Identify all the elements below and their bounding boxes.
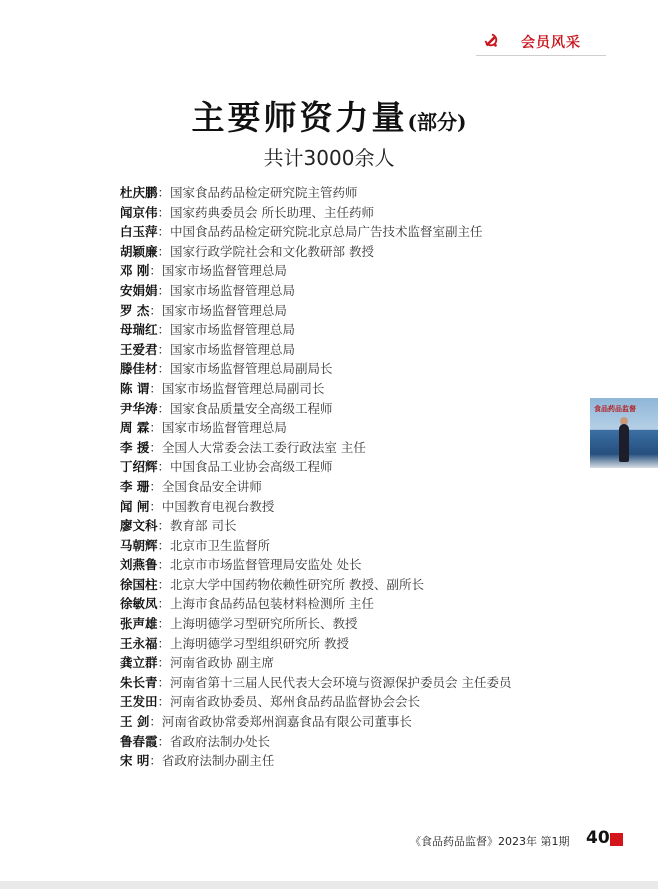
member-description: 中国食品工业协会高级工程师 — [170, 459, 333, 475]
member-row — [120, 692, 590, 712]
member-row — [120, 281, 590, 301]
member-row — [120, 575, 590, 595]
member-row — [120, 379, 590, 399]
member-description: 上海明德学习型研究所所长、教授 — [170, 616, 358, 632]
member-name: 邓 刚 — [120, 263, 150, 279]
member-row — [120, 183, 590, 203]
member-name: 刘燕鲁 — [120, 557, 158, 573]
title-suffix: (部分) — [407, 110, 467, 134]
member-row — [120, 261, 590, 281]
member-separator: ： — [157, 694, 171, 710]
member-separator: ： — [157, 400, 171, 416]
member-name: 徐国柱 — [120, 576, 158, 592]
member-row — [120, 320, 590, 340]
member-name: 胡颖廉 — [120, 243, 158, 259]
member-separator: ： — [149, 714, 162, 730]
member-separator: ： — [149, 380, 162, 396]
member-separator: ： — [157, 361, 171, 377]
member-name: 李 援 — [120, 439, 150, 455]
member-separator: ： — [157, 459, 171, 475]
member-row — [120, 399, 590, 419]
member-description: 国家食品药品检定研究院主管药师 — [170, 185, 358, 200]
member-name: 尹华涛 — [120, 400, 158, 416]
member-row — [120, 359, 590, 379]
member-name: 李 珊 — [120, 478, 150, 494]
member-row — [120, 536, 590, 556]
member-name: 闻京伟 — [120, 204, 158, 220]
member-row — [120, 497, 590, 517]
member-description: 国家市场监督管理总局副司长 — [161, 380, 325, 396]
member-separator: ： — [157, 576, 171, 592]
member-description: 国家市场监督管理总局 — [161, 263, 287, 279]
page-title — [0, 92, 658, 139]
header-divider — [476, 55, 606, 56]
member-name: 陈 谓 — [120, 380, 150, 396]
member-description: 国家行政学院社会和文化教研部 教授 — [170, 243, 375, 259]
member-separator: ： — [157, 674, 171, 690]
member-row — [120, 418, 590, 438]
member-description: 国家市场监督管理总局 — [161, 302, 287, 318]
member-description: 国家食品质量安全高级工程师 — [170, 400, 333, 416]
member-description: 国家市场监督管理总局副局长 — [170, 361, 333, 377]
member-description: 中国食品药品检定研究院北京总局广告技术监督室副主任 — [170, 224, 483, 240]
member-row — [120, 751, 590, 771]
member-separator: ： — [157, 733, 171, 749]
member-name: 鲁春霞 — [120, 733, 158, 749]
member-name: 徐敏凤 — [120, 596, 158, 612]
member-description: 河南省政协委员、郑州食品药品监督协会会长 — [170, 694, 421, 710]
member-separator: ： — [157, 635, 171, 651]
member-description: 教育部 司长 — [170, 518, 237, 534]
member-description: 上海市食品药品包装材料检测所 主任 — [170, 596, 375, 612]
side-photo-caption: 食品药品监督 — [594, 405, 636, 413]
side-photo — [590, 398, 658, 468]
member-row — [120, 732, 590, 752]
member-separator: ： — [149, 420, 162, 436]
member-separator: ： — [157, 655, 171, 671]
member-name: 马朝辉 — [120, 537, 158, 553]
member-row — [120, 516, 590, 536]
member-description: 省政府法制办处长 — [170, 733, 271, 749]
member-separator: ： — [157, 204, 171, 220]
member-description: 北京市市场监督管理局安监处 处长 — [170, 557, 362, 573]
page-marker — [610, 833, 623, 846]
page-subtitle: 共计3000余人 — [263, 146, 395, 170]
member-name: 白玉萍 — [120, 224, 158, 240]
section-header — [476, 30, 606, 56]
member-description: 省政府法制办副主任 — [161, 753, 275, 769]
member-separator: ： — [157, 282, 171, 298]
member-description: 全国人大常委会法工委行政法室 主任 — [161, 439, 366, 455]
member-row — [120, 340, 590, 360]
member-row — [120, 301, 590, 321]
member-description: 中国教育电视台教授 — [161, 498, 275, 514]
member-name: 闻 闸 — [120, 498, 150, 514]
member-name: 杜庆鹏 — [120, 185, 158, 200]
member-row — [120, 634, 590, 654]
member-description: 北京大学中国药物依赖性研究所 教授、副所长 — [170, 576, 425, 592]
member-separator: ： — [157, 557, 171, 573]
member-description: 上海明德学习型组织研究所 教授 — [170, 635, 350, 651]
member-name: 龚立群 — [120, 655, 158, 671]
member-row — [120, 673, 590, 693]
member-description: 河南省政协 副主席 — [170, 655, 275, 671]
page-number: 40 — [586, 828, 610, 848]
member-separator: ： — [149, 498, 162, 514]
member-separator: ： — [157, 518, 171, 534]
member-description: 国家药典委员会 所长助理、主任药师 — [170, 204, 375, 220]
member-description: 国家市场监督管理总局 — [170, 322, 296, 338]
member-name: 周 霖 — [120, 420, 150, 436]
bottom-band — [0, 881, 658, 889]
member-row — [120, 712, 590, 732]
member-description: 全国食品安全讲师 — [161, 478, 262, 494]
member-separator: ： — [157, 322, 171, 338]
publication-footer: 《食品药品监督》2023年 第1期 — [410, 835, 570, 848]
member-row — [120, 457, 590, 477]
member-name: 宋 明 — [120, 753, 150, 769]
member-name: 王 剑 — [120, 714, 150, 730]
member-separator: ： — [157, 537, 171, 553]
member-description: 北京市卫生监督所 — [170, 537, 271, 553]
member-name: 王永福 — [120, 635, 158, 651]
member-description: 国家市场监督管理总局 — [170, 282, 296, 298]
faculty-list — [120, 183, 590, 771]
member-row — [120, 555, 590, 575]
title-main: 主要师资力量 — [191, 98, 408, 137]
member-separator: ： — [157, 243, 171, 259]
member-row — [120, 203, 590, 223]
member-name: 滕佳材 — [120, 361, 158, 377]
member-description: 国家市场监督管理总局 — [161, 420, 287, 436]
member-row — [120, 242, 590, 262]
member-separator: ： — [149, 478, 162, 494]
member-name: 朱长青 — [120, 674, 158, 690]
member-name: 母瑞红 — [120, 322, 158, 338]
member-separator: ： — [149, 753, 162, 769]
section-label: 会员风采 — [521, 35, 581, 51]
member-row — [120, 222, 590, 242]
member-description: 国家市场监督管理总局 — [170, 341, 296, 357]
member-separator: ： — [149, 302, 162, 318]
person-figure — [619, 424, 629, 462]
member-row — [120, 653, 590, 673]
member-description: 河南省第十三届人民代表大会环境与资源保护委员会 主任委员 — [170, 674, 512, 690]
member-row — [120, 594, 590, 614]
party-emblem-icon — [482, 31, 500, 49]
member-separator: ： — [157, 185, 171, 200]
member-separator: ： — [157, 596, 171, 612]
member-name: 王爱君 — [120, 341, 158, 357]
member-name: 王发田 — [120, 694, 158, 710]
member-row — [120, 438, 590, 458]
member-name: 罗 杰 — [120, 302, 150, 318]
member-name: 张声雄 — [120, 616, 158, 632]
member-row — [120, 614, 590, 634]
member-separator: ： — [157, 616, 171, 632]
member-separator: ： — [149, 439, 162, 455]
member-row — [120, 477, 590, 497]
member-name: 丁绍辉 — [120, 459, 158, 475]
member-separator: ： — [157, 224, 171, 240]
member-separator: ： — [149, 263, 162, 279]
member-description: 河南省政协常委郑州润嘉食品有限公司董事长 — [161, 714, 412, 730]
member-name: 廖文科 — [120, 518, 158, 534]
member-separator: ： — [157, 341, 171, 357]
member-name: 安娟娟 — [120, 282, 158, 298]
